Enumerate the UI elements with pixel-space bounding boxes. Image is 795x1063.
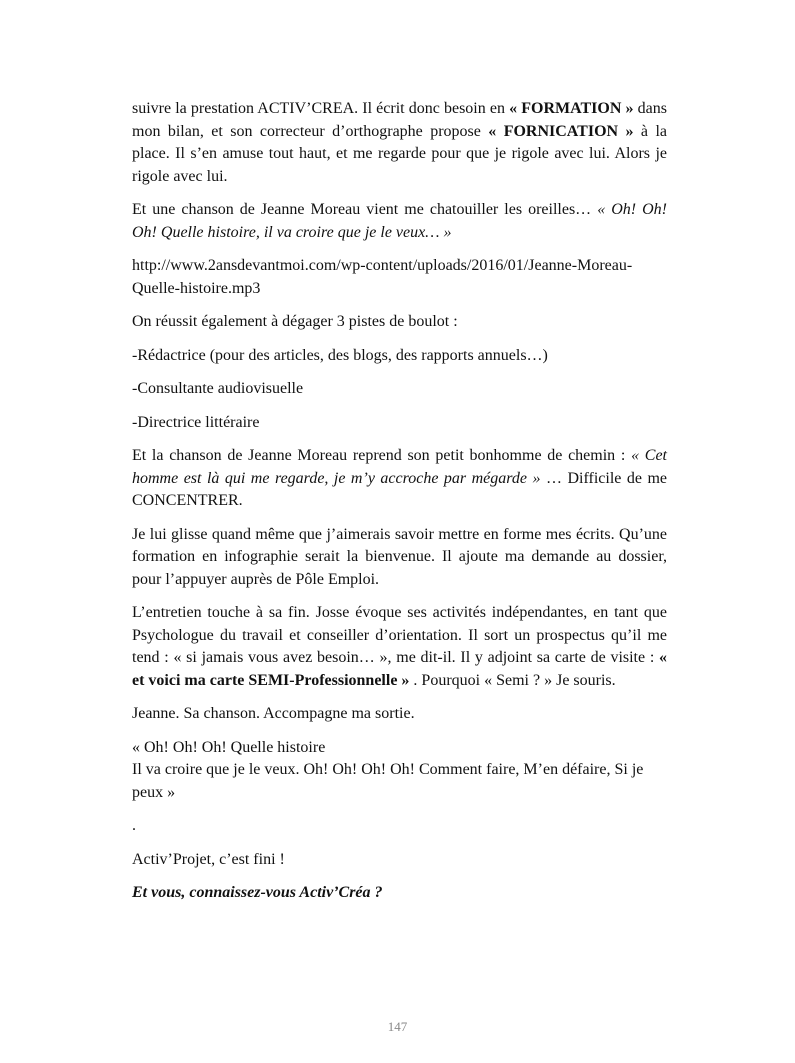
list-item-consultante: -Consultante audiovisuelle (132, 380, 304, 397)
text: L’entretien touche à sa fin. Josse évoque ses activités indépendantes, en tant que Psychologue du travail et conseiller d’orientation. Il sort un prospectus qu’il me tend : « si jamais vous avez besoin… », me dit-il. Il y adjoint sa carte de visite : (132, 604, 667, 666)
lyrics-line-2: Il va croire que je le veux. Oh! Oh! Oh! Oh! Comment faire, M’en défaire, Si je peux » (132, 761, 644, 801)
list-item-redactrice: -Rédactrice (pour des articles, des blogs, des rapports annuels…) (132, 346, 548, 364)
url-line-1: http://www.2ansdevantmoi.com/wp-content/uploads/2016/01/Jeanne-Moreau- (132, 257, 633, 274)
paragraph-fini: Activ’Projet, c’est fini ! (132, 850, 285, 868)
paragraph-chanson-1 (132, 199, 667, 244)
closing-question: Et vous, connaissez-vous Activ’Créa ? (132, 884, 383, 901)
url-line-2: Quelle-histoire.mp3 (132, 279, 261, 297)
paragraph-pistes: On réussit également à dégager 3 pistes de boulot : (132, 313, 458, 330)
paragraph-formation (132, 98, 667, 188)
paragraph-infographie: Je lui glisse quand même que j’aimerais savoir mettre en forme mes écrits. Qu’une formation en infographie serait la bienvenue. Il ajoute ma demande au dossier, pour l’appuyer auprès de Pôle Emploi. (132, 525, 667, 588)
bold-carte: « et voici ma carte SEMI-Professionnelle » (132, 649, 667, 689)
text: suivre la prestation ACTIV’CREA. Il écrit donc besoin en (132, 100, 510, 117)
song-lyrics (132, 737, 667, 805)
list-item-directrice: -Directrice littéraire (132, 413, 260, 431)
text: Et la chanson de Jeanne Moreau reprend son petit bonhomme de chemin : (132, 447, 632, 464)
paragraph-chanson-2 (132, 445, 667, 513)
paragraph-sortie: Jeanne. Sa chanson. Accompagne ma sortie. (132, 705, 415, 722)
document-body (132, 98, 667, 905)
lyrics-line-1: « Oh! Oh! Oh! Quelle histoire (132, 738, 326, 756)
text: à la place. Il s’en amuse tout haut, et me regarde pour que je rigole avec lui. Alors je rigole avec lui. (132, 122, 667, 185)
text: … Difficile de me CONCENTRER. (132, 469, 668, 509)
text: Et une chanson de Jeanne Moreau vient me chatouiller les oreilles… (132, 201, 598, 218)
page-number: 147 (387, 1019, 408, 1034)
paragraph-entretien (132, 602, 667, 692)
bold-formation: « FORMATION » (509, 100, 634, 117)
song-quote: « Oh! Oh! Oh! Quelle histoire, il va croire que je le veux… » (132, 201, 667, 241)
song-quote: « Cet homme est là qui me regarde, je m’y accroche par mégarde » (132, 447, 667, 487)
separator-dot: . (132, 817, 136, 834)
text: dans mon bilan, et son correcteur d’orthographe propose (132, 100, 668, 140)
bold-fornication: « FORNICATION » (488, 122, 634, 140)
song-url (132, 255, 667, 300)
text: . Pourquoi « Semi ? » Je souris. (409, 671, 616, 689)
